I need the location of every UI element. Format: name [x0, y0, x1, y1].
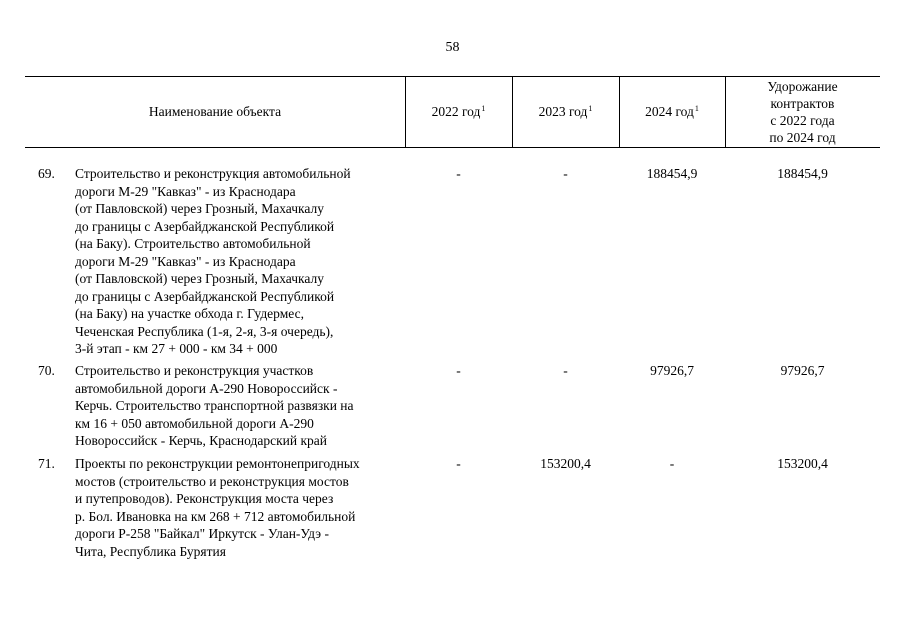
value-2022: - — [456, 456, 461, 471]
row-number: 69. — [38, 166, 55, 181]
object-name: Строительство и реконструкция автомобильной дороги М-29 "Кавказ" - из Краснодара (от Павловской) через Грозный, Махачкалу до границы с Азербайджанской Республикой (на Баку). Строительство автомобильной дороги М-29 "Кавказ" - из Краснодара (от Павловской) через Грозный, Махачкалу до границы с Азербайджанской Республикой (на Баку) на участке обхода г. Гудермес, Чеченская Республика (1-я, 2-я, 3-я очередь), 3-й этап - км 27 + 000 - км 34 + 000 — [75, 166, 351, 356]
column-header-increase: Удорожание контрактов с 2022 года по 2024 год — [767, 78, 838, 145]
object-name: Строительство и реконструкция участков автомобильной дороги А-290 Новороссийск - Керчь. Строительство транспортной развязки на км 16 + 050 автомобильной дороги А-290 Новороссийск - Керчь, Краснодарский край — [75, 363, 354, 448]
value-increase: 153200,4 — [777, 456, 828, 471]
value-2024: 97926,7 — [650, 363, 694, 378]
object-name: Проекты по реконструкции ремонтонепригодных мостов (строительство и реконструкция мостов и путепроводов). Реконструкция моста через р. Бол. Ивановка на км 268 + 712 автомобильной дороги Р-258 "Байкал" Иркутск - Улан-Удэ - Чита, Республика Бурятия — [75, 456, 360, 559]
page-number: 58 — [445, 40, 460, 55]
value-2024: 188454,9 — [646, 166, 698, 181]
row-number: 71. — [38, 456, 55, 471]
column-header-name: Наименование объекта — [148, 104, 282, 119]
value-2023: - — [563, 363, 568, 378]
value-increase: 97926,7 — [780, 363, 825, 378]
value-2022: - — [456, 363, 461, 378]
value-2022: - — [456, 166, 461, 181]
row-number: 70. — [38, 363, 55, 378]
value-2023: - — [563, 166, 568, 181]
column-header-2023: 2023 год$^1$ — [538, 104, 593, 119]
value-increase: 188454,9 — [777, 166, 828, 181]
value-2023: 153200,4 — [540, 456, 591, 471]
column-header-2022: 2022 год$^1$ — [431, 104, 486, 119]
column-header-2024: 2024 год$^1$ — [645, 104, 699, 119]
value-2024: - — [669, 456, 675, 471]
table-header-bottom-border — [25, 147, 880, 148]
